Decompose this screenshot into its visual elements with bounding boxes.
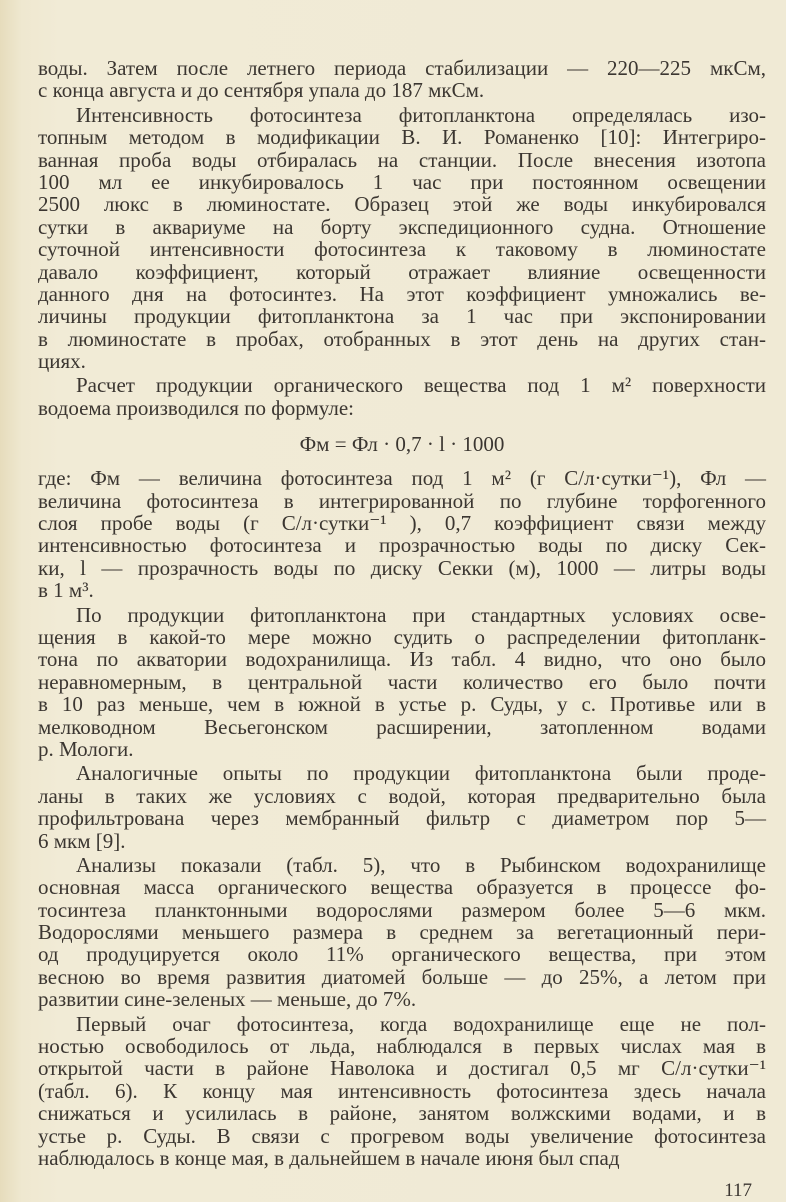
text-line: од продуцируется около 11% органического вещества, при этом [38,942,766,967]
text-line: воды. Затем после летнего периода стабилизации — 220—225 мкСм, [38,56,766,80]
text-line: развитии сине-зеленых — меньше, до 7%. [38,987,417,1012]
text-line: открытой части в районе Наволока и достигал 0,5 мг С/л·сутки⁻¹ [38,1056,766,1081]
text-line: Первый очаг фотосинтеза, когда водохранилище еще не пол- [76,1011,766,1036]
text-line: с конца августа и до сентября упала до 187 мкСм. [38,78,485,103]
text-line: давало коэффициент, который отражает влияние освещенности [38,259,766,284]
text-line: Анализы показали (табл. 5), что в Рыбинском водохранилище [76,852,766,877]
text-line: Расчет продукции органического вещества под 1 м² поверхности [76,373,766,398]
text-line: тона по акватории водохранилища. Из табл. 4 видно, что оно было [38,647,766,672]
text-line: основная масса органического вещества образуется в процессе фо- [38,875,766,900]
text-line: водоема производился по формуле: [38,395,354,420]
text-line: ностью освободилось от льда, наблюдался в первых числах мая в [38,1034,766,1059]
text-line: ланы в таких же условиях с водой, которая предварительно была [38,783,766,808]
text-line: данного дня на фотосинтез. На этот коэффициент умножались ве- [38,281,766,306]
text-line: ванная проба воды отбиралась на станции. После внесения изотопа [38,147,766,172]
text-line: мелководном Весьегонском расширении, затопленном водами [38,714,766,739]
text-line: в люминостате в пробах, отобранных в этот день на других стан- [38,326,766,351]
text-line: слоя пробе воды (г С/л·сутки⁻¹ ), 0,7 коэффициент связи между [38,511,766,536]
text-line: циях. [38,349,86,374]
page-body [38,57,766,1171]
text-line: устье р. Суды. В связи с прогревом воды увеличение фотосинтеза [38,1123,766,1148]
text-line: (табл. 6). К концу мая интенсивность фотосинтеза здесь начала [38,1078,766,1103]
page-number: 117 [724,1180,752,1201]
text-line: суточной интенсивности фотосинтеза к таковому в люминостате [38,237,766,262]
text-line: где: Фм — величина фотосинтеза под 1 м² (г С/л·сутки⁻¹), Фл — [38,466,766,491]
text-line: снижаться и усилилась в районе, занятом волжскими водами, и в [38,1101,766,1126]
paragraph [38,467,766,601]
paragraph [38,604,766,761]
text-line: 6 мкм [9]. [38,828,126,853]
text-line: величина фотосинтеза в интегрированной по глубине торфогенного [38,488,766,513]
text-line: профильтрована через мембранный фильтр с диаметром пор 5— [38,806,766,831]
text-line: щения в какой-то мере можно судить о распределении фитопланк- [38,624,766,649]
text-line: ки, l — прозрачность воды по диску Секки (м), 1000 — литры воды [38,555,766,580]
text-line: Интенсивность фотосинтеза фитопланктона определялась изо- [76,102,766,127]
text-line: р. Мологи. [38,736,134,761]
paragraph [38,104,766,373]
text-line: весною во время развития диатомей больше — до 25%, а летом при [38,964,766,989]
paragraph [38,762,766,852]
text-line: Водорослями меньшего размера в среднем за вегетационный пери- [38,920,766,945]
formula: Фм = Фл · 0,7 · l · 1000 [299,432,505,457]
text-line: личины продукции фитопланктона за 1 час при экспонировании [38,304,766,329]
text-line: интенсивностью фотосинтеза и прозрачностью воды по диску Сек- [38,533,766,558]
text-line: тосинтеза планктонными водорослями размером более 5—6 мкм. [38,897,766,922]
paragraph [38,57,766,102]
text-line: По продукции фитопланктона при стандартных условиях осве- [76,602,766,627]
paragraph [38,374,766,419]
text-line: неравномерным, в центральной части количество его было почти [38,669,766,694]
text-line: наблюдалось в конце мая, в дальнейшем в начале июня был спад [38,1145,620,1170]
paragraph [38,1013,766,1170]
paragraph [38,854,766,1011]
text-line: Аналогичные опыты по продукции фитопланктона были проде- [76,761,766,786]
text-line: в 1 м³. [38,578,94,603]
text-line: топным методом в модификации В. И. Романенко [10]: Интегриро- [38,125,766,150]
text-line: сутки в аквариуме на борту экспедиционного судна. Отношение [38,214,766,239]
text-line: 100 мл ее инкубировалось 1 час при постоянном освещении [38,169,766,194]
text-line: в 10 раз меньше, чем в южной в устье р. Суды, у с. Противье или в [38,692,766,717]
text-line: 2500 люкс в люминостате. Образец этой же воды инкубировался [38,192,766,217]
